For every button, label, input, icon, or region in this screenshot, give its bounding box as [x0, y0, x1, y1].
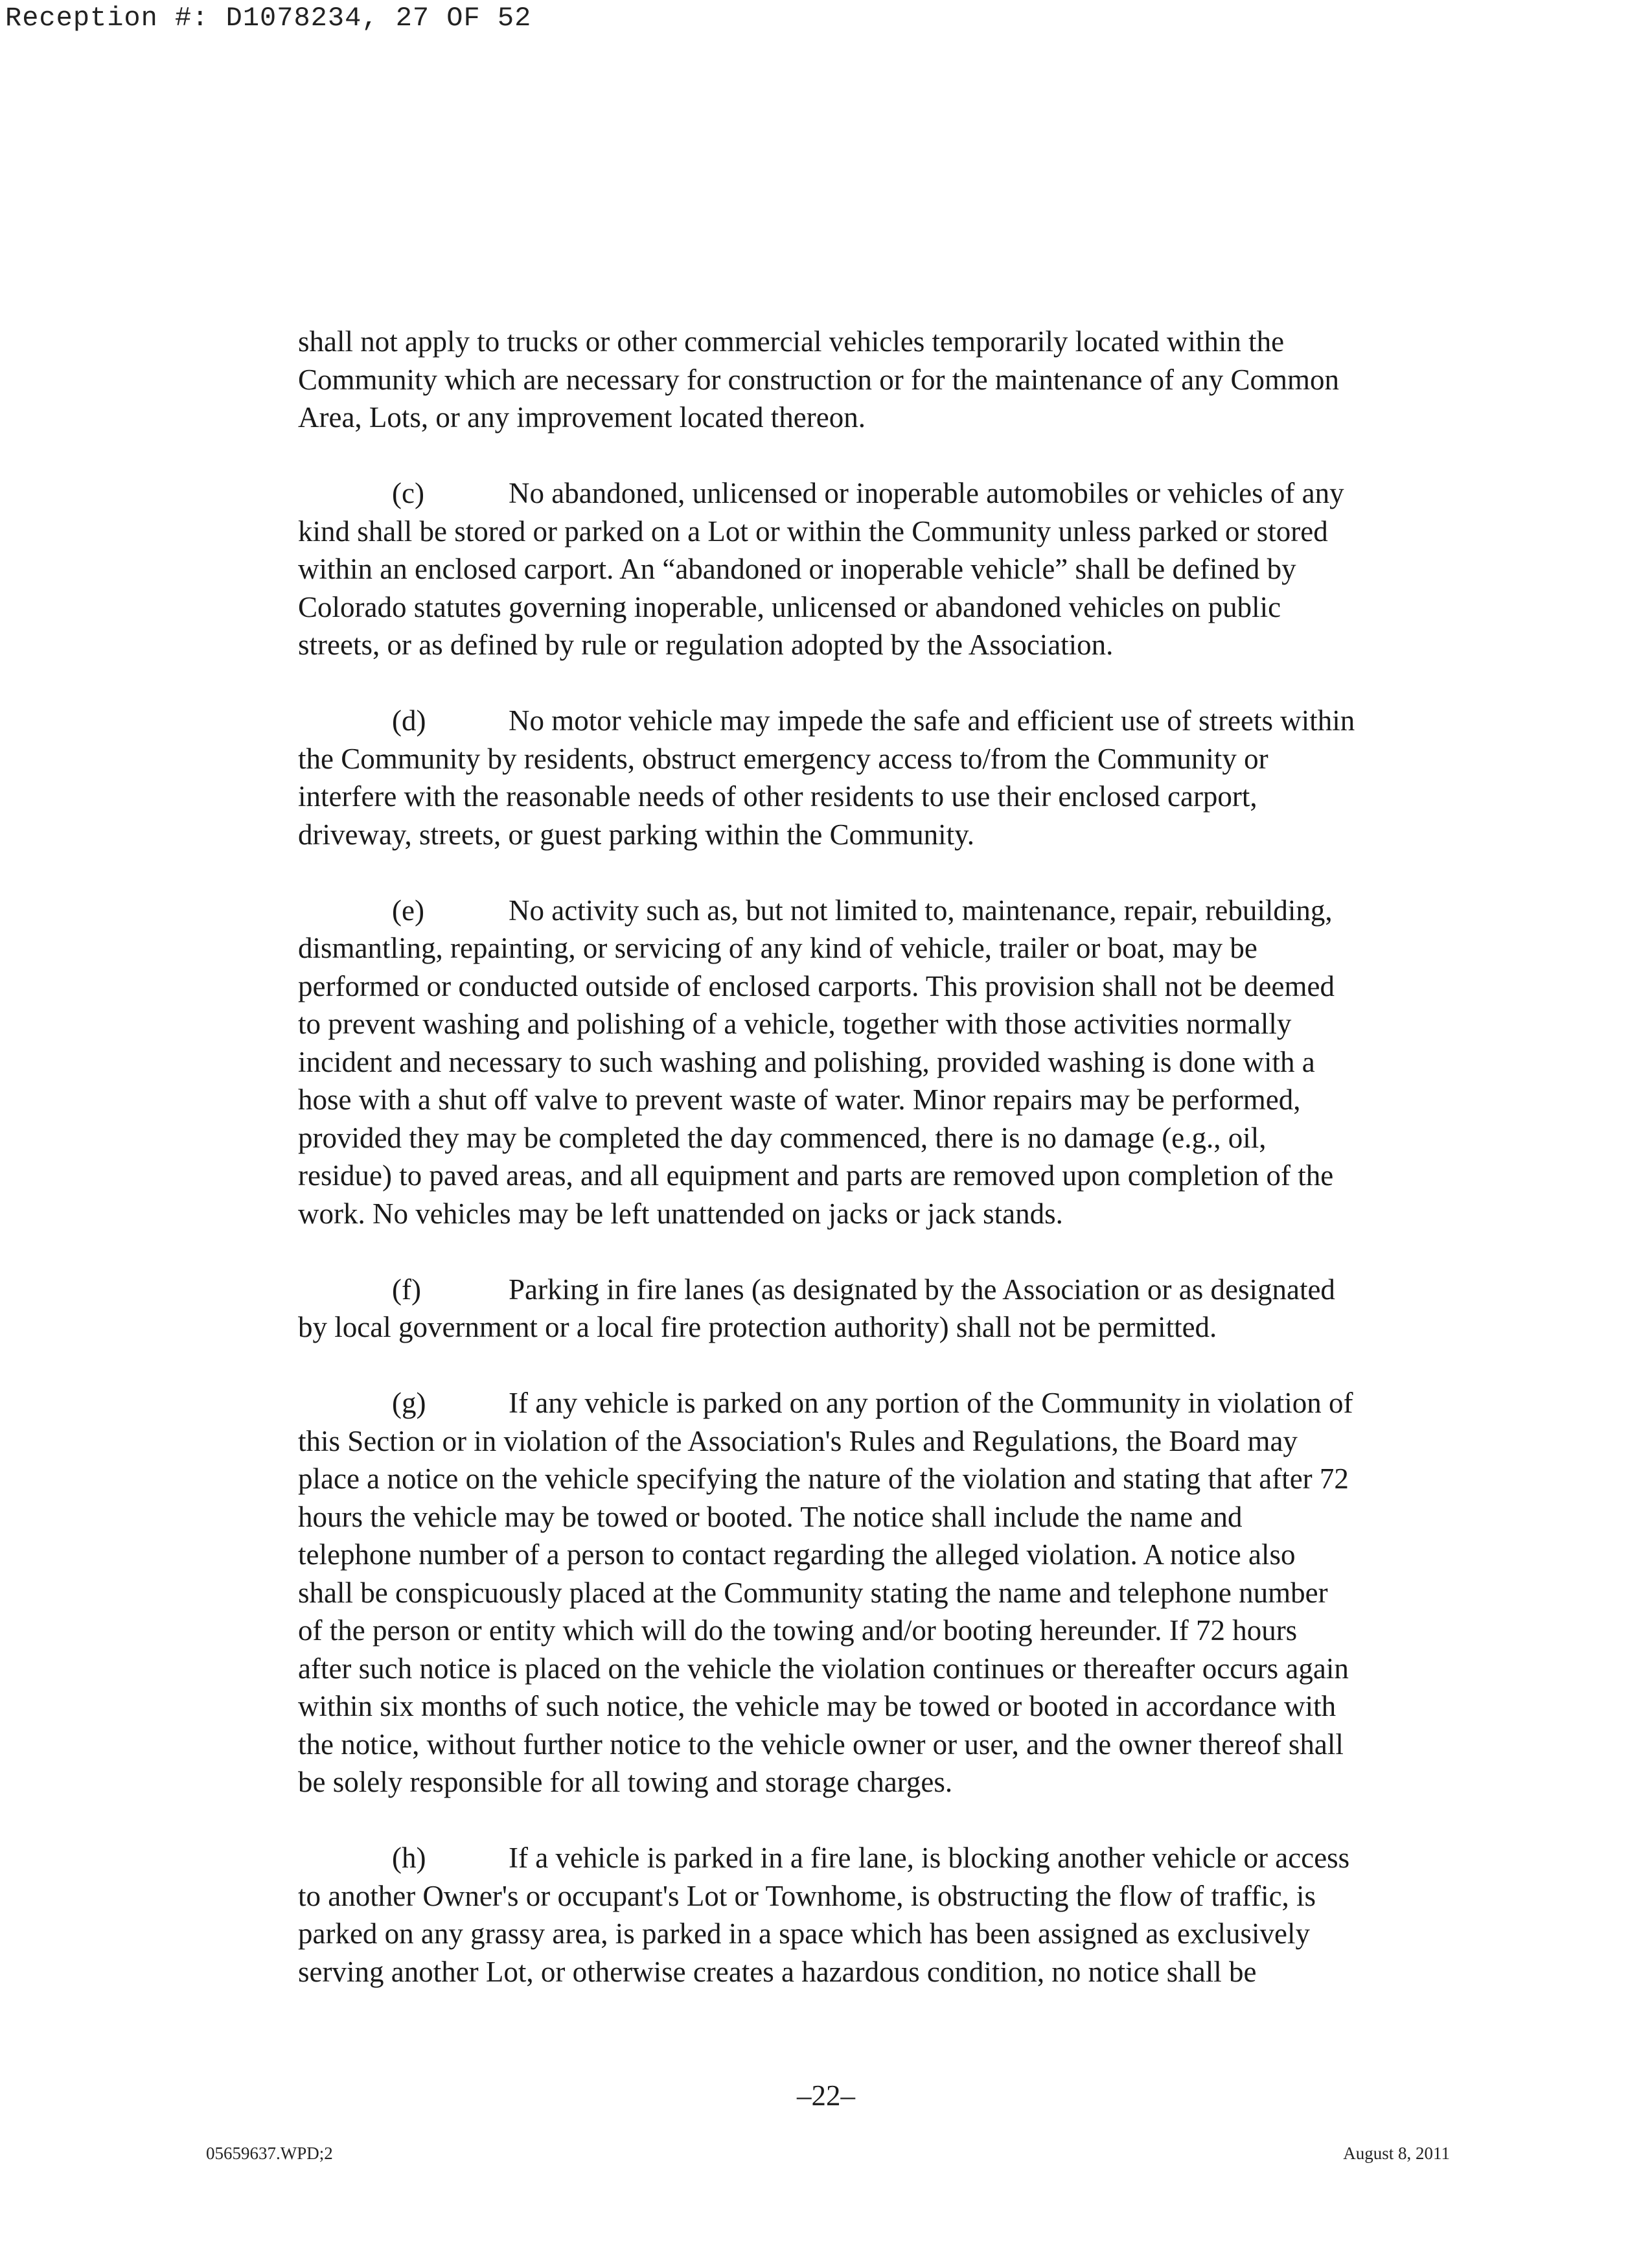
- text-line: shall not apply to trucks or other commercial vehicles temporarily located within the: [298, 325, 1285, 358]
- text-line: Parking in fire lanes (as designated by the Association or as designated: [509, 1273, 1335, 1306]
- text-line: the notice, without further notice to the vehicle owner or user, and the owner thereof shall: [298, 1728, 1344, 1761]
- text-line-first: [298, 1839, 1458, 1877]
- text-line: hours the vehicle may be towed or booted. The notice shall include the name and: [298, 1500, 1243, 1533]
- text-line: hose with a shut off valve to prevent waste of water. Minor repairs may be performed,: [298, 1083, 1301, 1116]
- text-line-first: [298, 1271, 1458, 1309]
- paragraph-d: [298, 702, 1458, 853]
- text-line: No activity such as, but not limited to, maintenance, repair, rebuilding,: [509, 894, 1333, 927]
- text-line: to another Owner's or occupant's Lot or Townhome, is obstructing the flow of traffic, is: [298, 1879, 1316, 1912]
- text-line: to prevent washing and polishing of a vehicle, together with those activities normally: [298, 1008, 1292, 1040]
- text-line: driveway, streets, or guest parking within the Community.: [298, 818, 974, 851]
- reception-stamp: Reception #: D1078234, 27 OF 52: [5, 3, 532, 34]
- paragraph-e: [298, 892, 1458, 1233]
- text-line: shall be conspicuously placed at the Community stating the name and telephone number: [298, 1576, 1328, 1609]
- text-line: Community which are necessary for construction or for the maintenance of any Common: [298, 363, 1340, 396]
- text-line: within six months of such notice, the vehicle may be towed or booted in accordance with: [298, 1690, 1337, 1722]
- text-line: telephone number of a person to contact regarding the alleged violation. A notice also: [298, 1538, 1296, 1571]
- text-line-first: [298, 702, 1458, 740]
- text-line: provided they may be completed the day commenced, there is no damage (e.g., oil,: [298, 1121, 1267, 1154]
- text-line: streets, or as defined by rule or regulation adopted by the Association.: [298, 629, 1114, 661]
- text-line: Colorado statutes governing inoperable, unlicensed or abandoned vehicles on public: [298, 590, 1281, 623]
- paragraph-continuation: [298, 323, 1458, 437]
- text-line: this Section or in violation of the Association's Rules and Regulations, the Board may: [298, 1424, 1298, 1457]
- text-line: No motor vehicle may impede the safe and efficient use of streets within: [509, 704, 1355, 737]
- text-line: kind shall be stored or parked on a Lot or within the Community unless parked or stored: [298, 515, 1328, 548]
- text-line: place a notice on the vehicle specifying the nature of the violation and stating that after 72: [298, 1463, 1349, 1495]
- paragraph-g: [298, 1384, 1458, 1801]
- text-line-first: [298, 892, 1458, 930]
- paragraph-c: [298, 474, 1458, 664]
- text-line: residue) to paved areas, and all equipment and parts are removed upon completion of the: [298, 1159, 1334, 1192]
- paragraph-marker: (d): [392, 704, 426, 737]
- text-line: incident and necessary to such washing and polishing, provided washing is done with a: [298, 1045, 1315, 1078]
- paragraph-marker: (e): [392, 894, 424, 927]
- text-line: interfere with the reasonable needs of other residents to use their enclosed carport,: [298, 780, 1257, 813]
- paragraph-marker: (h): [392, 1842, 426, 1874]
- page-number: –22–: [797, 2079, 855, 2112]
- text-line-first: [298, 1384, 1458, 1422]
- document-body: [298, 323, 1458, 2029]
- document-date: August 8, 2011: [1343, 2144, 1450, 2163]
- text-line: If any vehicle is parked on any portion of the Community in violation of: [509, 1387, 1353, 1419]
- text-line: be solely responsible for all towing and storage charges.: [298, 1766, 953, 1798]
- text-line: If a vehicle is parked in a fire lane, is blocking another vehicle or access: [509, 1842, 1350, 1874]
- text-line: within an enclosed carport. An “abandoned or inoperable vehicle” shall be defined by: [298, 553, 1296, 585]
- text-line: by local government or a local fire protection authority) shall not be permitted.: [298, 1311, 1217, 1343]
- text-line: Area, Lots, or any improvement located thereon.: [298, 401, 866, 434]
- paragraph-f: [298, 1271, 1458, 1347]
- paragraph-h: [298, 1839, 1458, 1991]
- text-line: work. No vehicles may be left unattended on jacks or jack stands.: [298, 1197, 1063, 1230]
- text-line: of the person or entity which will do the towing and/or booting hereunder. If 72 hours: [298, 1614, 1298, 1647]
- text-line: serving another Lot, or otherwise creates a hazardous condition, no notice shall be: [298, 1955, 1257, 1988]
- text-line: performed or conducted outside of enclosed carports. This provision shall not be deemed: [298, 969, 1335, 1002]
- document-id: 05659637.WPD;2: [206, 2144, 333, 2163]
- paragraph-marker: (f): [392, 1273, 421, 1306]
- text-line-first: [298, 474, 1458, 513]
- paragraph-marker: (c): [392, 477, 424, 509]
- text-line: dismantling, repainting, or servicing of any kind of vehicle, trailer or boat, may be: [298, 932, 1257, 964]
- text-line: the Community by residents, obstruct emergency access to/from the Community or: [298, 742, 1268, 775]
- text-line: after such notice is placed on the vehicle the violation continues or thereafter occurs again: [298, 1652, 1349, 1685]
- text-line: No abandoned, unlicensed or inoperable automobiles or vehicles of any: [509, 477, 1344, 509]
- text-line: parked on any grassy area, is parked in a space which has been assigned as exclusively: [298, 1917, 1310, 1950]
- paragraph-marker: (g): [392, 1387, 426, 1419]
